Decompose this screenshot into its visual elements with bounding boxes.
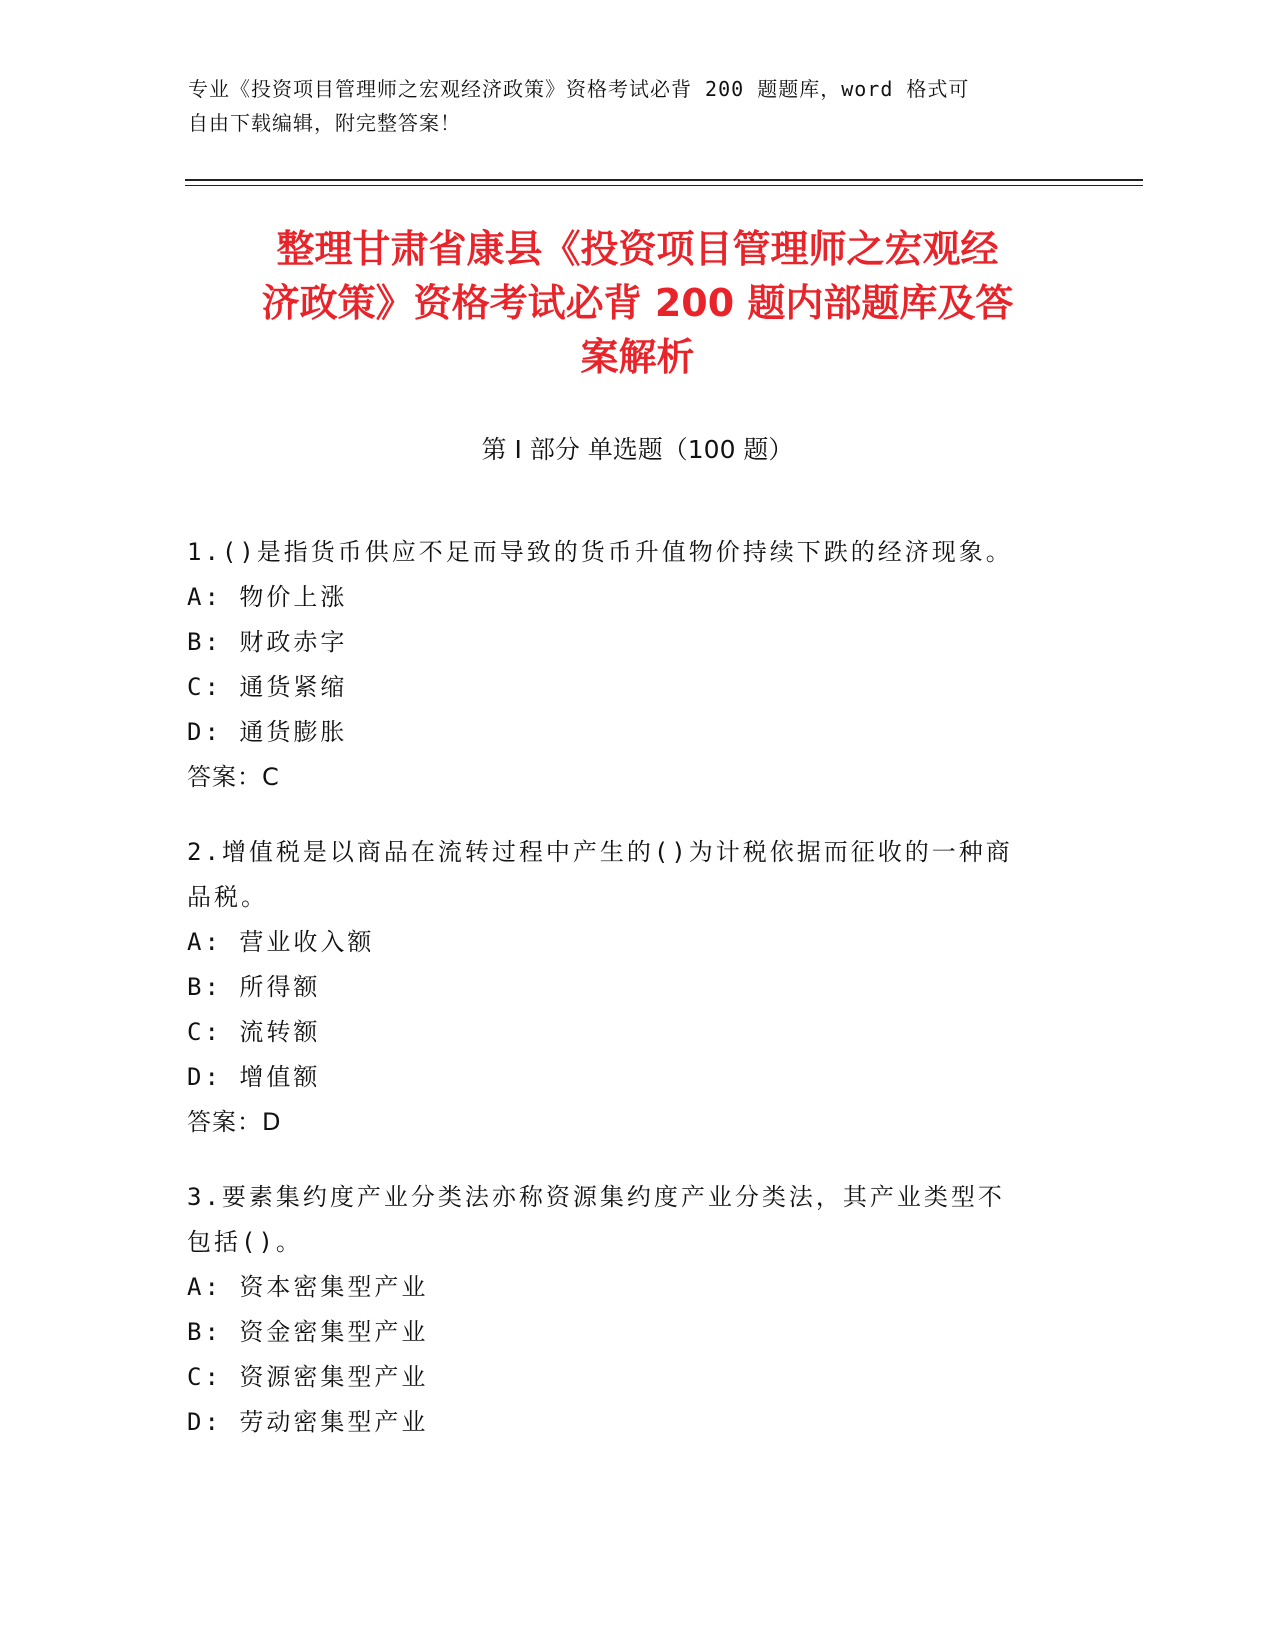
question-stem-line: 品税。: [187, 883, 268, 911]
document-header: [188, 72, 1068, 140]
header-divider-thin: [185, 185, 1143, 186]
question-stem-line: 3.要素集约度产业分类法亦称资源集约度产业分类法，其产业类型不: [187, 1183, 1005, 1211]
option-c: C: 资源密集型产业: [187, 1363, 429, 1391]
section-heading: 第 I 部分 单选题（100 题）: [481, 435, 794, 464]
option-c: C: 流转额: [187, 1018, 321, 1046]
question-2: [187, 830, 1067, 1145]
question-stem-line: 1.()是指货币供应不足而导致的货币升值物价持续下跌的经济现象。: [187, 538, 1013, 566]
answer-line: 答案：C: [187, 763, 280, 791]
title-line-2: 济政策》资格考试必背 200 题内部题库及答: [261, 281, 1014, 325]
header-line-2: 自由下载编辑，附完整答案！: [188, 111, 461, 135]
option-d: D: 增值额: [187, 1063, 321, 1091]
option-a: A: 营业收入额: [187, 928, 375, 956]
option-a: A: 物价上涨: [187, 583, 348, 611]
document-title: [180, 222, 1095, 384]
option-b: B: 资金密集型产业: [187, 1318, 429, 1346]
option-d: D: 通货膨胀: [187, 718, 348, 746]
option-d: D: 劳动密集型产业: [187, 1408, 429, 1436]
option-c: C: 通货紧缩: [187, 673, 348, 701]
question-list: [187, 530, 1067, 1475]
title-line-1: 整理甘肃省康县《投资项目管理师之宏观经: [276, 227, 999, 271]
header-divider-thick: [185, 179, 1143, 181]
header-line-1: 专业《投资项目管理师之宏观经济政策》资格考试必背 200 题题库，word 格式可: [188, 77, 970, 101]
option-a: A: 资本密集型产业: [187, 1273, 429, 1301]
question-stem-line: 包括()。: [187, 1228, 303, 1256]
answer-line: 答案：D: [187, 1108, 282, 1136]
option-b: B: 财政赤字: [187, 628, 348, 656]
question-stem-line: 2.增值税是以商品在流转过程中产生的()为计税依据而征收的一种商: [187, 838, 1013, 866]
option-b: B: 所得额: [187, 973, 321, 1001]
question-1: [187, 530, 1067, 800]
title-line-3: 案解析: [580, 335, 695, 379]
question-3: [187, 1175, 1067, 1445]
